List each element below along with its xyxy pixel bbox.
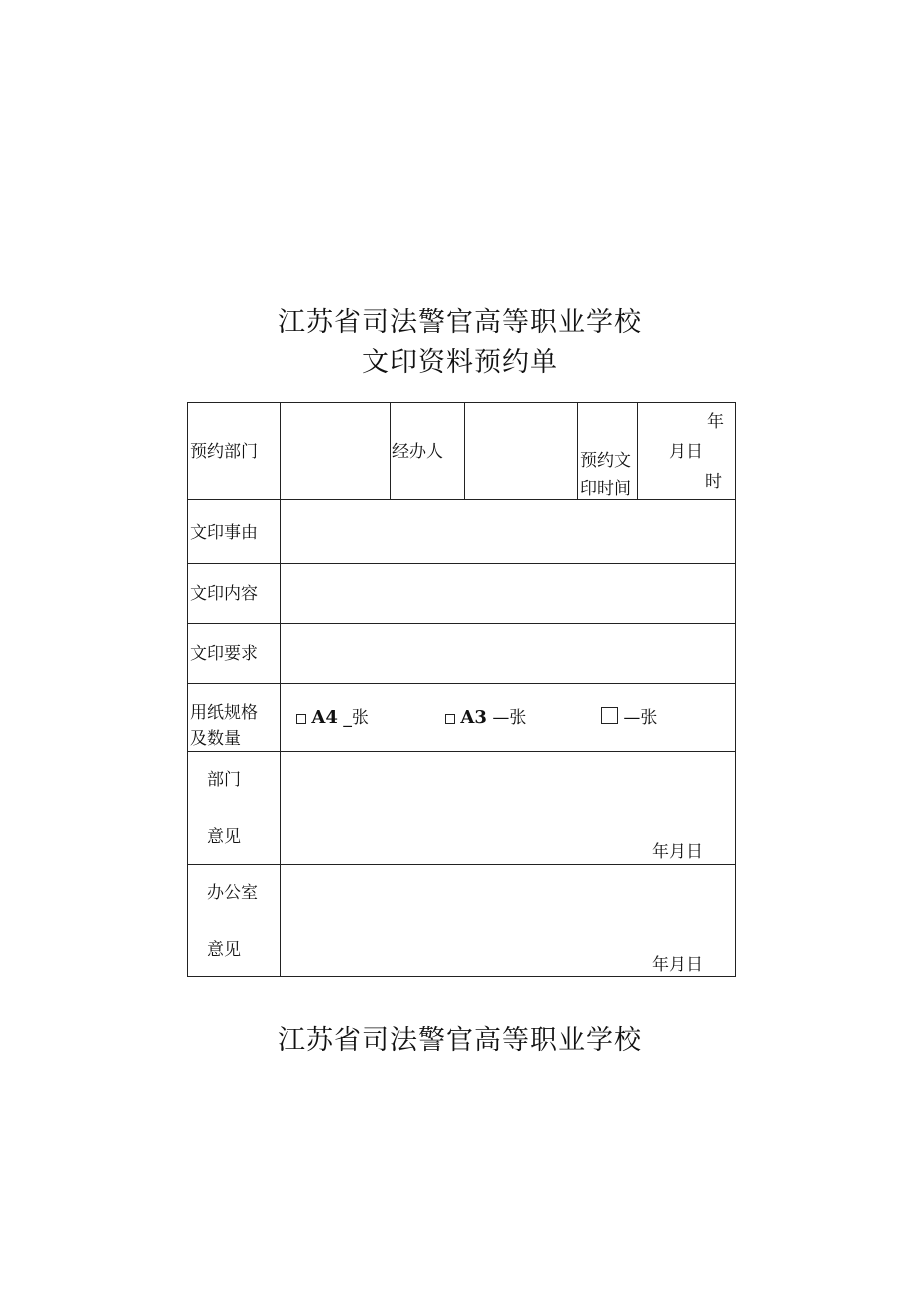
- office-opinion-field[interactable]: [282, 868, 732, 948]
- row-divider: [188, 864, 735, 865]
- dept-opinion-label-line2: 意见: [207, 827, 241, 847]
- time-label-line1: 预约文: [580, 451, 631, 471]
- column-divider: [577, 403, 578, 499]
- checkbox-icon[interactable]: [445, 714, 455, 724]
- time-year: 年: [707, 412, 724, 432]
- dept-field[interactable]: [282, 407, 388, 497]
- checkbox-icon[interactable]: [296, 714, 306, 724]
- office-opinion-date: 年月日: [652, 955, 703, 975]
- form-title: 文印资料预约单: [362, 347, 558, 378]
- office-opinion-label-line2: 意见: [207, 940, 241, 960]
- column-divider: [464, 403, 465, 499]
- paper-a3-option[interactable]: [445, 707, 526, 729]
- time-monthday: 月日: [669, 442, 703, 462]
- paper-label-line2: 及数量: [190, 729, 241, 749]
- handler-label: 经办人: [392, 442, 443, 462]
- row-divider: [188, 563, 735, 564]
- school-title: 江苏省司法警官高等职业学校: [278, 307, 642, 338]
- column-divider: [280, 403, 281, 976]
- row-divider: [188, 623, 735, 624]
- paper-a4-unit: _张: [343, 708, 369, 728]
- column-divider: [637, 403, 638, 499]
- requirement-field[interactable]: [282, 627, 732, 679]
- row-divider: [188, 683, 735, 684]
- handler-field[interactable]: [466, 407, 575, 497]
- footer-school-title: 江苏省司法警官高等职业学校: [278, 1025, 642, 1056]
- paper-other-unit: —张: [623, 708, 658, 728]
- requirement-label: 文印要求: [190, 644, 258, 664]
- dept-opinion-label-line1: 部门: [207, 770, 241, 790]
- row-divider: [188, 499, 735, 500]
- dept-opinion-field[interactable]: [282, 755, 732, 835]
- reservation-form-table: [187, 402, 736, 977]
- content-label: 文印内容: [190, 584, 258, 604]
- paper-a4-option[interactable]: [296, 707, 369, 729]
- paper-label-line1: 用纸规格: [190, 703, 258, 723]
- time-label-line2: 印时间: [580, 479, 631, 499]
- reason-label: 文印事由: [190, 523, 258, 543]
- time-hour: 时: [705, 472, 722, 492]
- content-field[interactable]: [282, 567, 732, 619]
- paper-a3-size: A3: [460, 707, 487, 728]
- checkbox-icon[interactable]: [601, 707, 618, 724]
- column-divider: [390, 403, 391, 499]
- paper-a4-size: A4: [311, 707, 338, 728]
- paper-a3-unit: —张: [492, 708, 527, 728]
- dept-label: 预约部门: [190, 442, 258, 462]
- office-opinion-label-line1: 办公室: [207, 883, 258, 903]
- reason-field[interactable]: [282, 503, 732, 559]
- paper-other-option[interactable]: [601, 707, 657, 729]
- row-divider: [188, 751, 735, 752]
- dept-opinion-date: 年月日: [652, 842, 703, 862]
